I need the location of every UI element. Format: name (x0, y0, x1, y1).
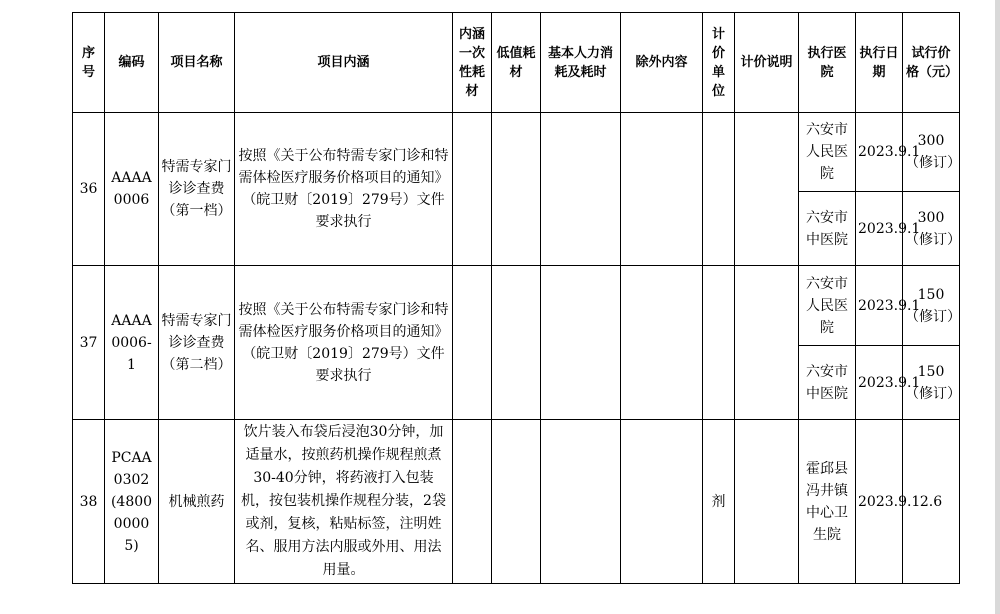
page-edge (995, 0, 1000, 614)
header-seq: 序号 (73, 13, 105, 113)
header-price: 试行价格（元） (903, 13, 960, 113)
row-date: 2023.9.1 (856, 113, 903, 192)
header-hospital: 执行医院 (799, 13, 856, 113)
header-code: 编码 (105, 13, 159, 113)
row-content: 饮片装入布袋后浸泡30分钟，加适量水，按煎药机操作规程煎煮30-40分钟，将药液打入包装机，按包装机操作规程分装，2袋或剂，复核，粘贴标签，注明姓名、服用方法内服或外用、用法用量。 (235, 420, 453, 584)
row-hospital: 霍邱县冯井镇中心卫生院 (799, 420, 856, 584)
row-content: 按照《关于公布特需专家门诊和特需体检医疗服务价格项目的通知》（皖卫财〔2019〕279号）文件要求执行 (235, 266, 453, 420)
row-name: 机械煎药 (159, 420, 235, 584)
row-seq: 36 (73, 113, 105, 266)
row-date: 2023.9.1 (856, 420, 903, 584)
table-row (73, 113, 960, 192)
row-hospital: 六安市人民医院 (799, 113, 856, 192)
row-excluded (621, 420, 703, 584)
row-excluded (621, 266, 703, 420)
row-disposable (453, 266, 492, 420)
row-unit (703, 113, 735, 266)
row-seq: 37 (73, 266, 105, 420)
row-unit: 剂 (703, 420, 735, 584)
row-price: 150（修订） (903, 266, 960, 346)
row-disposable (453, 113, 492, 266)
row-pricing-note (735, 420, 799, 584)
row-content: 按照《关于公布特需专家门诊和特需体检医疗服务价格项目的通知》（皖卫财〔2019〕279号）文件要求执行 (235, 113, 453, 266)
row-pricing-note (735, 266, 799, 420)
row-price: 2.6 (903, 420, 960, 584)
header-excluded: 除外内容 (621, 13, 703, 113)
row-disposable (453, 420, 492, 584)
row-code: AAAA0006 (105, 113, 159, 266)
row-price: 150（修订） (903, 346, 960, 420)
price-table (72, 12, 960, 584)
row-code: AAAA0006-1 (105, 266, 159, 420)
row-date: 2023.9.1 (856, 192, 903, 266)
row-date: 2023.9.1 (856, 346, 903, 420)
row-code: PCAA0302(480000005) (105, 420, 159, 584)
row-seq: 38 (73, 420, 105, 584)
table-row (73, 420, 960, 584)
header-unit: 计价单位 (703, 13, 735, 113)
header-lowvalue: 低值耗材 (492, 13, 541, 113)
row-lowvalue (492, 266, 541, 420)
row-date: 2023.9.1 (856, 266, 903, 346)
row-name: 特需专家门诊诊查费（第一档） (159, 113, 235, 266)
header-labor: 基本人力消耗及耗时 (541, 13, 621, 113)
row-price: 300（修订） (903, 113, 960, 192)
row-labor (541, 266, 621, 420)
header-name: 项目名称 (159, 13, 235, 113)
row-labor (541, 113, 621, 266)
row-hospital: 六安市人民医院 (799, 266, 856, 346)
row-excluded (621, 113, 703, 266)
row-hospital: 六安市中医院 (799, 192, 856, 266)
header-date: 执行日期 (856, 13, 903, 113)
header-content: 项目内涵 (235, 13, 453, 113)
row-name: 特需专家门诊诊查费（第二档） (159, 266, 235, 420)
header-pricing-note: 计价说明 (735, 13, 799, 113)
row-unit (703, 266, 735, 420)
table-row (73, 266, 960, 346)
row-lowvalue (492, 113, 541, 266)
row-labor (541, 420, 621, 584)
header-row (73, 13, 960, 113)
row-price: 300（修订） (903, 192, 960, 266)
header-disposable: 内涵一次性耗材 (453, 13, 492, 113)
row-lowvalue (492, 420, 541, 584)
row-hospital: 六安市中医院 (799, 346, 856, 420)
row-pricing-note (735, 113, 799, 266)
